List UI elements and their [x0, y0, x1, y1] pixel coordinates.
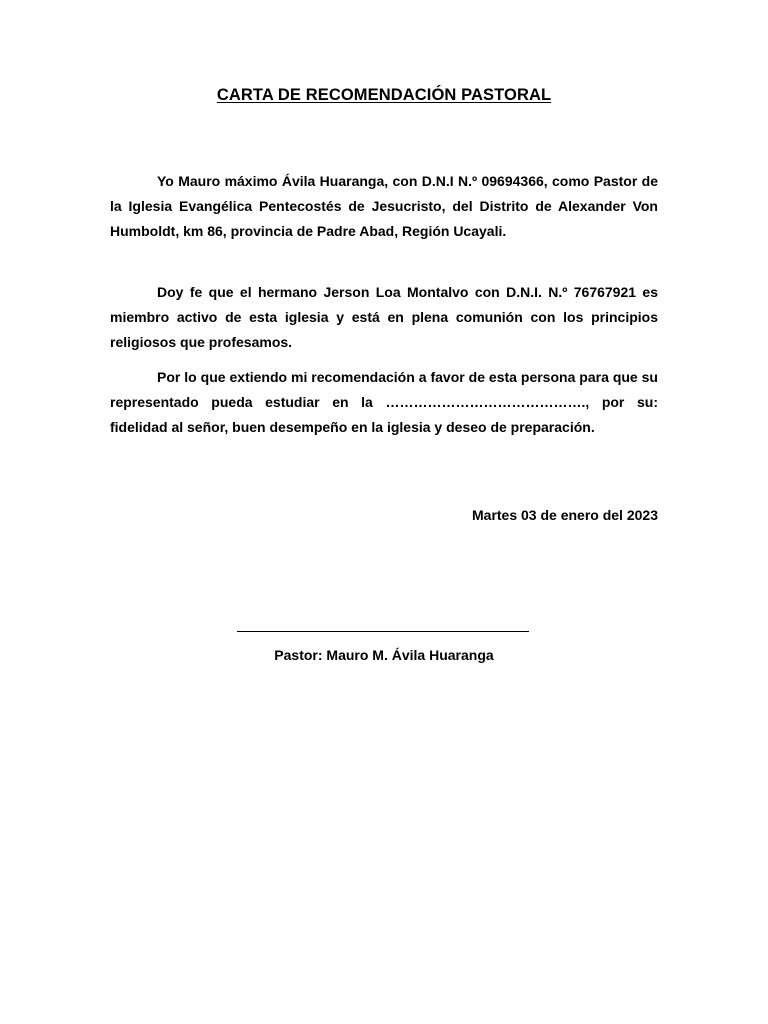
signature-line	[237, 631, 529, 632]
paragraph-attestation: Doy fe que el hermano Jerson Loa Montalvo con D.N.I. N.º 76767921 es miembro activo de esta iglesia y está en plena comunión con los principios religiosos que profesamos.	[110, 284, 658, 350]
letter-date: Martes 03 de enero del 2023	[472, 507, 658, 523]
document-title: CARTA DE RECOMENDACIÓN PASTORAL	[216, 86, 552, 104]
paragraph-introduction: Yo Mauro máximo Ávila Huaranga, con D.N.I N.º 09694366, como Pastor de la Iglesia Evangélica Pentecostés de Jesucristo, del Distrito de Alexander Von Humboldt, km 86, provincia de Padre Abad, Región Ucayali.	[110, 173, 658, 239]
paragraph-recommendation: Por lo que extiendo mi recomendación a favor de esta persona para que su representado pueda estudiar en la ……………………………………., por su: fidelidad al señor, buen desempeño en la iglesia y deseo de preparación.	[110, 369, 658, 435]
signature-name: Pastor: Mauro M. Ávila Huaranga	[274, 647, 494, 663]
